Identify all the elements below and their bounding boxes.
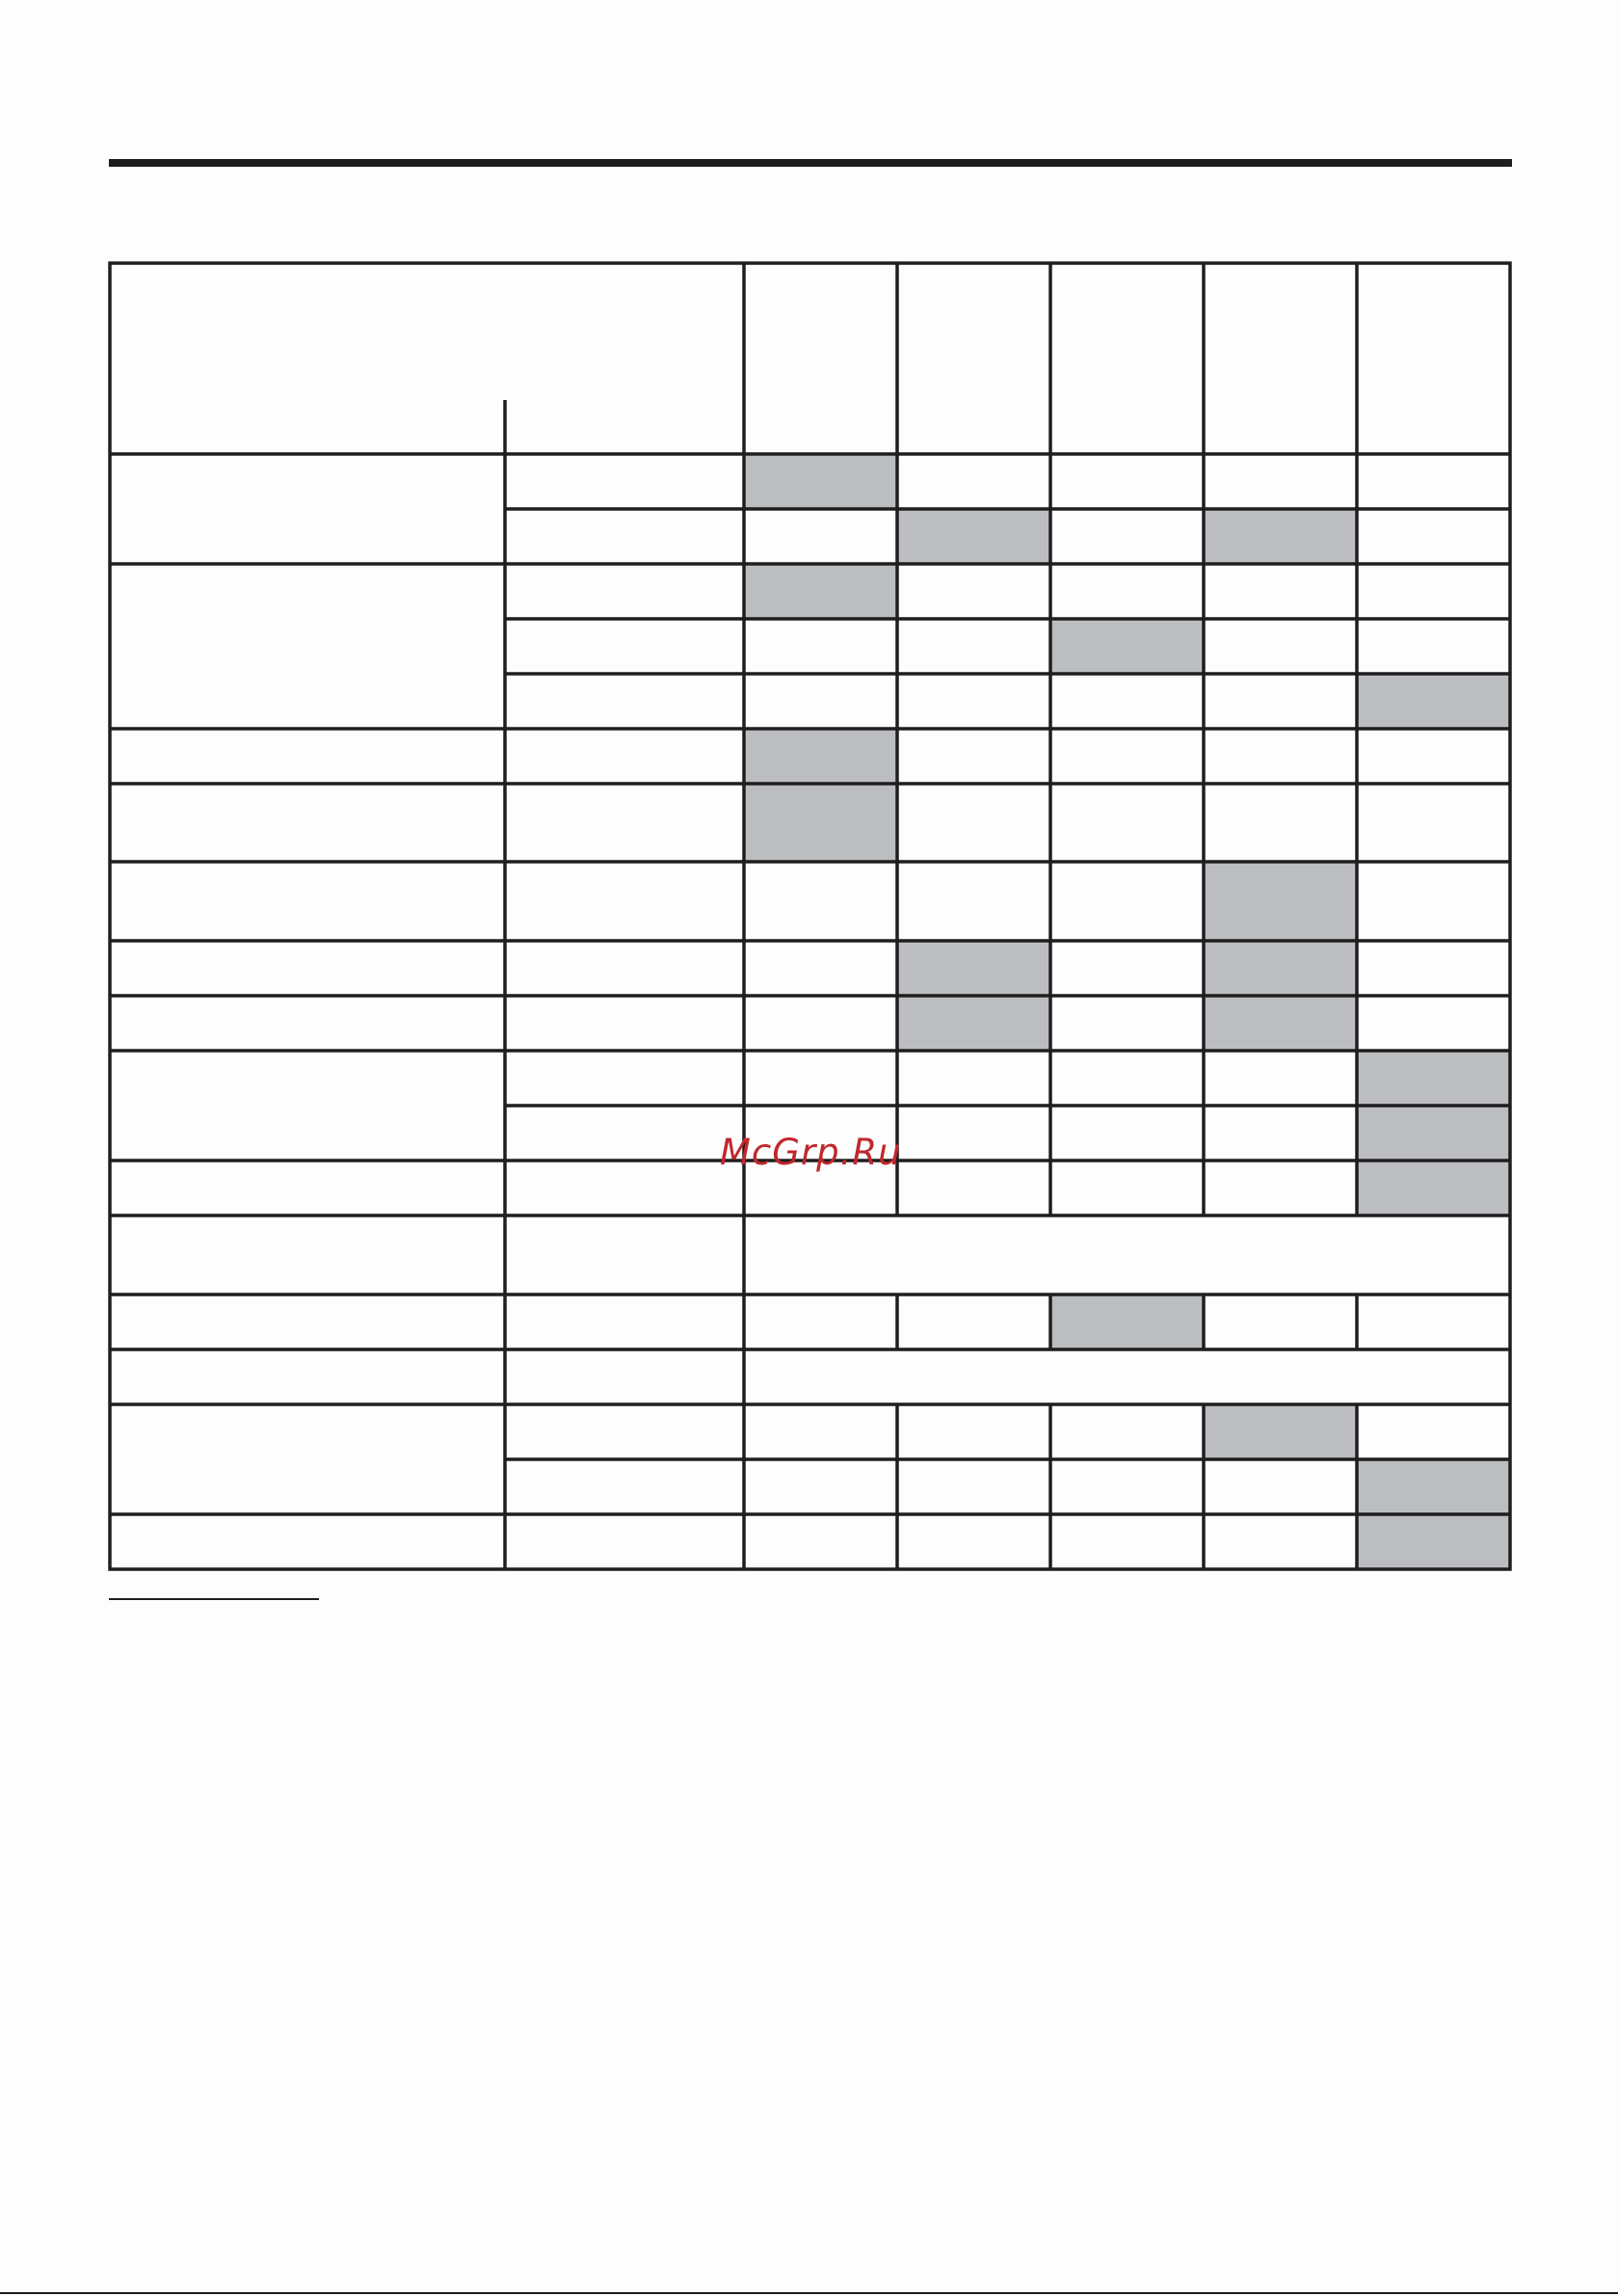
bottom-rule — [0, 2292, 1618, 2294]
shaded-cell — [897, 509, 1050, 564]
shaded-cell — [1050, 1295, 1204, 1349]
shaded-cell — [744, 784, 897, 862]
shaded-cell — [1357, 1514, 1510, 1569]
shaded-cell — [1204, 996, 1357, 1051]
shaded-cell — [1050, 619, 1204, 674]
shaded-cell — [1357, 1161, 1510, 1215]
top-rule — [109, 159, 1512, 167]
shaded-cell — [1357, 1051, 1510, 1106]
footnote-rule — [109, 1598, 319, 1600]
shaded-cell — [1204, 1404, 1357, 1459]
table-frame — [110, 263, 1510, 1569]
shaded-cell — [1204, 509, 1357, 564]
shaded-cell — [1204, 862, 1357, 941]
shaded-cell — [744, 454, 897, 509]
shaded-cell — [1357, 1459, 1510, 1514]
shaded-cell — [744, 729, 897, 784]
shaded-cell — [744, 564, 897, 619]
shaded-cell — [1204, 941, 1357, 996]
shaded-cell — [1357, 674, 1510, 729]
watermark: McGrp.Ru — [720, 1132, 902, 1173]
shaded-cell — [897, 941, 1050, 996]
shaded-cell — [1357, 1106, 1510, 1161]
shaded-cell — [897, 996, 1050, 1051]
